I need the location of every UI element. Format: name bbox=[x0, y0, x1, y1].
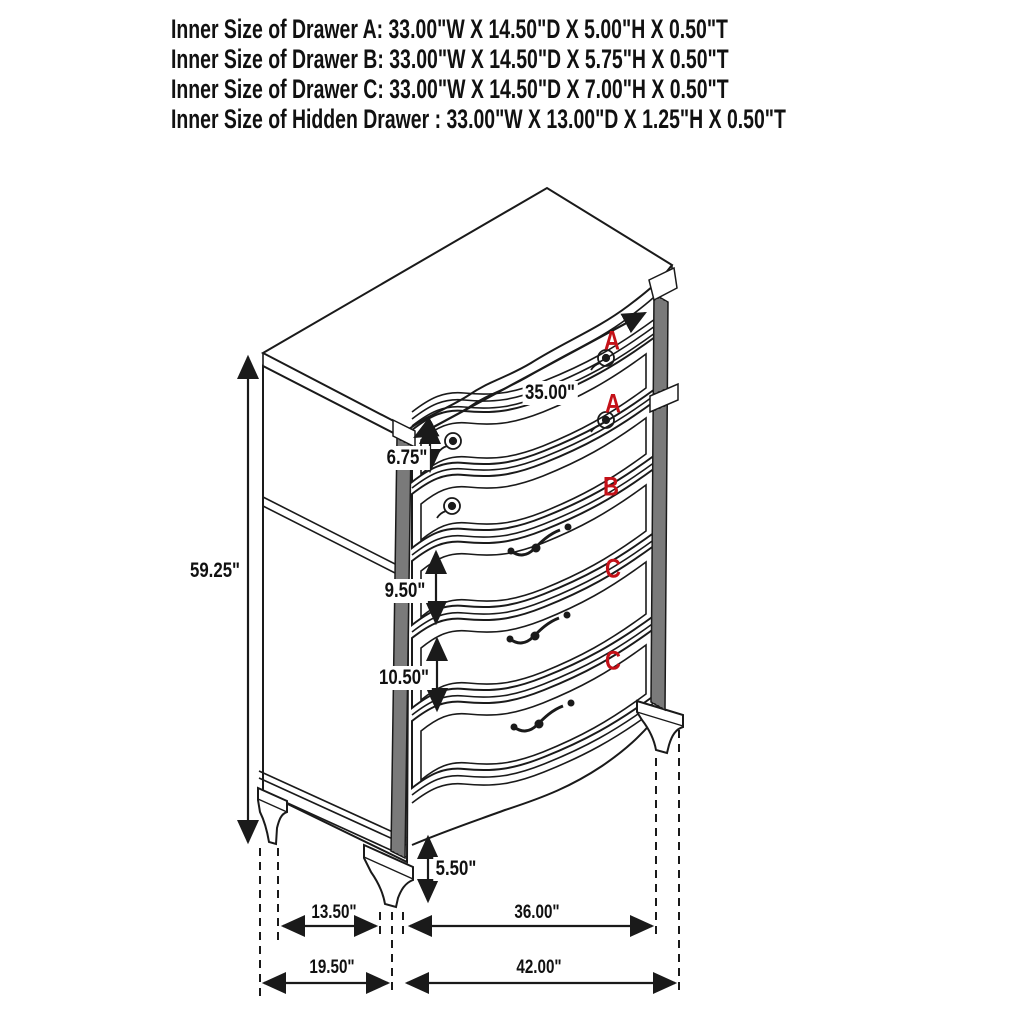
dim-label-overall-depth: 19.50" bbox=[309, 957, 355, 978]
drawer-letter-b: B bbox=[603, 471, 619, 502]
dim-label-overall-width: 42.00" bbox=[516, 957, 562, 978]
chest-left-panel bbox=[259, 366, 409, 862]
front-right-leg bbox=[637, 701, 683, 753]
header-line-drawer-c: Inner Size of Drawer C: 33.00"W X 14.50"D X 7.00"H X 0.50"T bbox=[171, 74, 729, 104]
dim-label-top-drawer-height: 6.75" bbox=[384, 446, 429, 470]
dim-label-base-depth: 13.50" bbox=[311, 902, 357, 923]
dim-label-top-drawer-width: 35.00" bbox=[523, 381, 578, 405]
drawer-letter-c1: C bbox=[605, 553, 621, 584]
header-line-drawer-a: Inner Size of Drawer A: 33.00"W X 14.50"D X 5.00"H X 0.50"T bbox=[171, 14, 728, 44]
header-line-hidden-drawer: Inner Size of Hidden Drawer : 33.00"W X 13.00"D X 1.25"H X 0.50"T bbox=[171, 104, 786, 134]
header-line-drawer-b: Inner Size of Drawer B: 33.00"W X 14.50"D X 5.75"H X 0.50"T bbox=[171, 44, 729, 74]
drawer-letter-a1: A bbox=[604, 325, 620, 356]
dim-label-overall-height: 59.25" bbox=[189, 559, 241, 582]
drawer-letter-c2: C bbox=[605, 645, 621, 676]
dim-label-base-width: 36.00" bbox=[514, 902, 560, 923]
dim-label-lower-drawer-height: 10.50" bbox=[377, 666, 432, 690]
dim-label-middle-drawer-height: 9.50" bbox=[382, 579, 427, 603]
right-pilaster bbox=[651, 294, 668, 710]
dim-label-leg-height: 5.50" bbox=[433, 857, 478, 881]
drawer-letter-a2: A bbox=[605, 388, 621, 419]
